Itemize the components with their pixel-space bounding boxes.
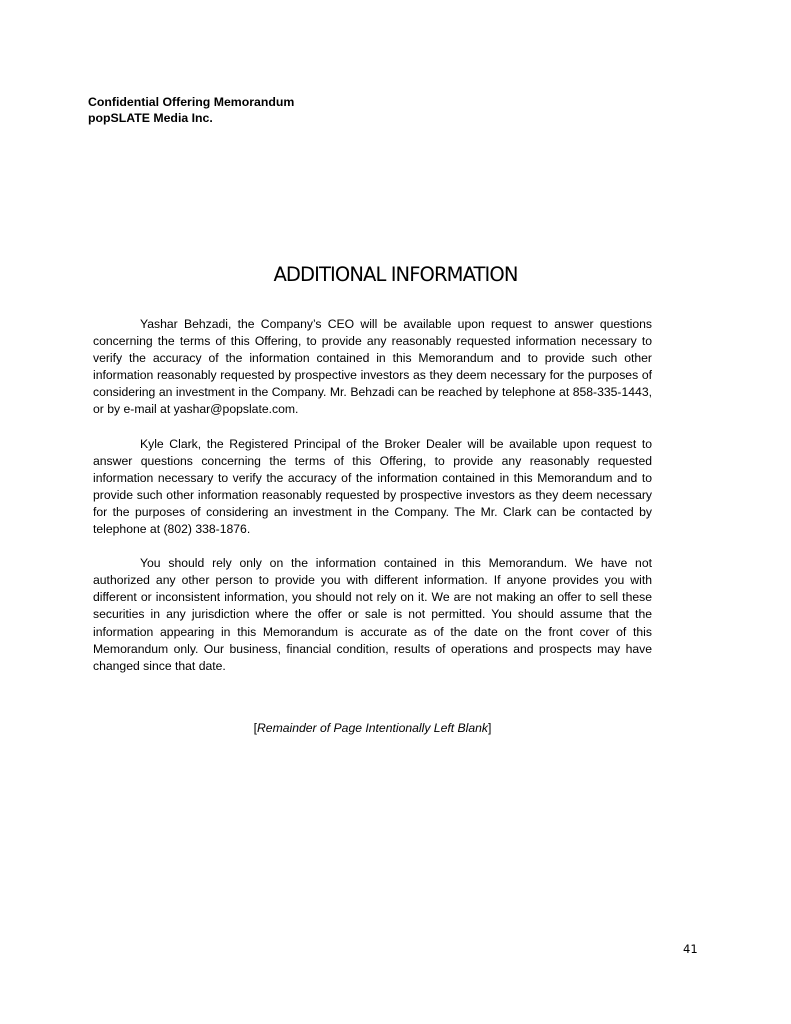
remainder-notice [0,720,745,737]
header-document-type: Confidential Offering Memorandum [88,95,295,109]
document-header [88,94,294,126]
remainder-open-bracket: [ [253,721,257,735]
paragraph-broker-contact: Kyle Clark, the Registered Principal of the Broker Dealer will be available upon request to answer questions concerning the terms of this Offering, to provide any reasonably requested information necessary to verify the accuracy of the information contained in this Memorandum and to provide such other information reasonably requested by prospective investors as they deem necessary for the purposes of considering an investment in the Company. The Mr. Clark can be contacted by telephone at (802) 338-1876. [93,436,652,537]
remainder-text: Remainder of Page Intentionally Left Blank [256,721,489,735]
page-number: 41 [683,942,698,956]
paragraph-reliance-notice: You should rely only on the information contained in this Memorandum. We have not authorized any other person to provide you with different information. If anyone provides you with different or inconsistent information, you should not rely on it. We are not making an offer to sell these securities in any jurisdiction where the offer or sale is not permitted. You should assume that the information appearing in this Memorandum is accurate as of the date on the front cover of this Memorandum only. Our business, financial condition, results of operations and prospects may have changed since that date. [93,556,652,673]
section-title: ADDITIONAL INFORMATION [273,263,518,286]
paragraph-ceo-contact: Yashar Behzadi, the Company’s CEO will be available upon request to answer questions concerning the terms of this Offering, to provide any reasonably requested information necessary to verify the accuracy of the information contained in this Memorandum and to provide such other information reasonably requested by prospective investors as they deem necessary for the purposes of considering an investment in the Company. Mr. Behzadi can be reached by telephone at 858-335-1443, or by e-mail at yashar@popslate.com. [93,317,652,417]
header-company-name: popSLATE Media Inc. [88,111,213,125]
remainder-close-bracket: ] [488,721,492,735]
body-text [93,316,652,692]
